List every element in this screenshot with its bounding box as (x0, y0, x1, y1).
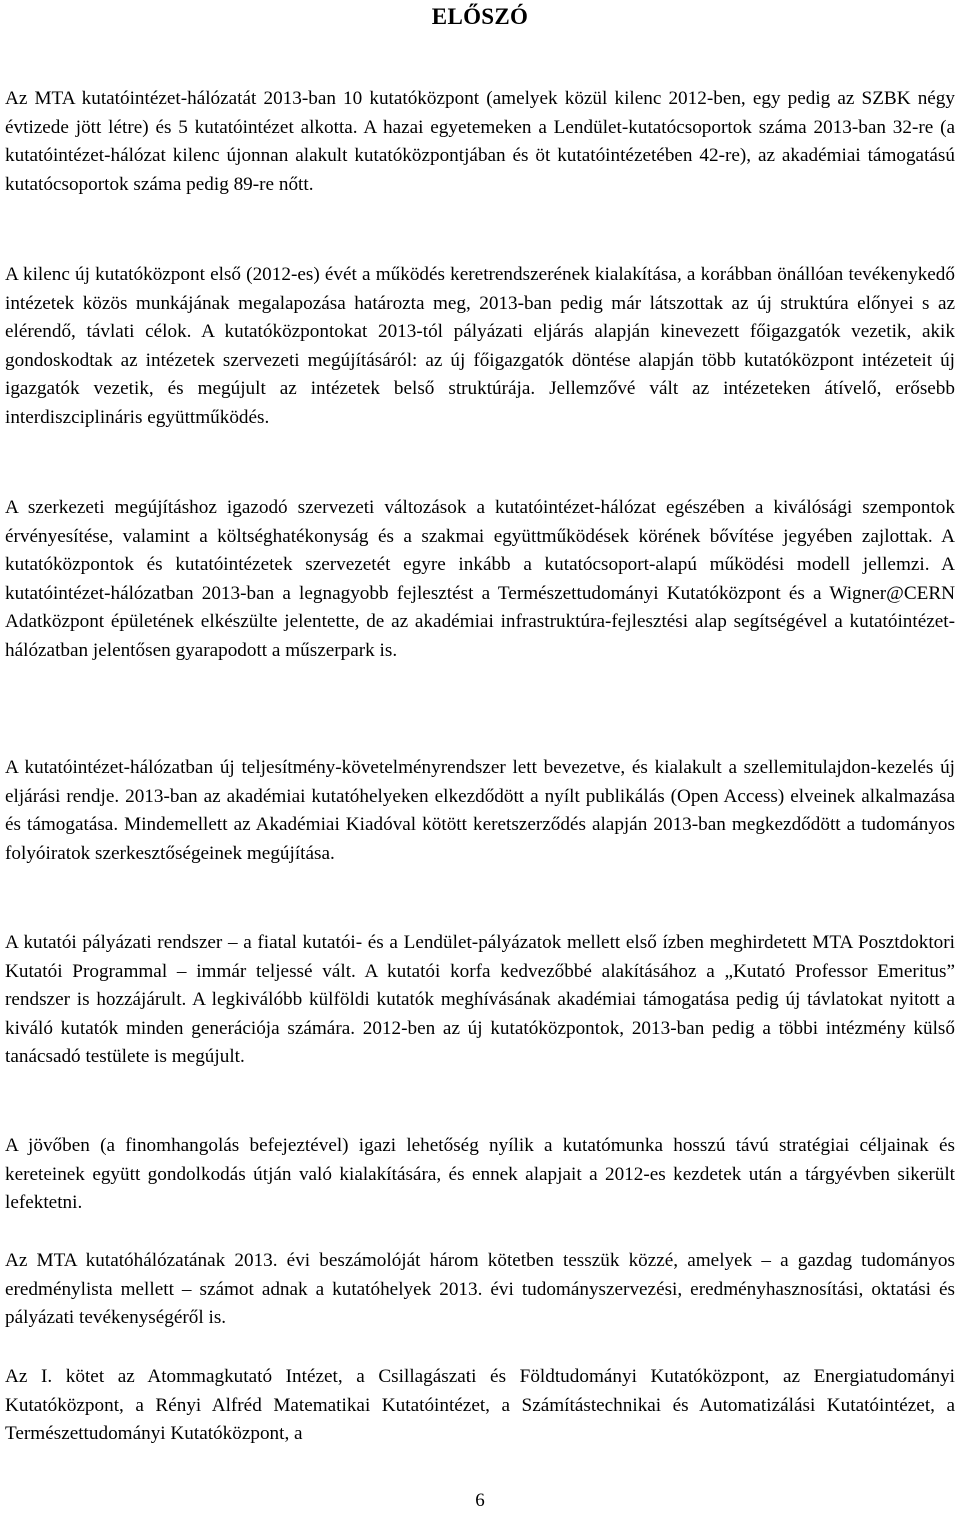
paragraph-1: Az MTA kutatóintézet-hálózatát 2013-ban 10 kutatóközpont (amelyek közül kilenc 2012-ben, egy pedig az SZBK négy évtizede jött létre) és 5 kutatóintézet alkotta. A hazai egyetemeken a Lendület-kutatócsoportok száma 2013-ban 32-re (a kutatóintézet-hálózat kilenc újonnan alakult kutatóközpontjában és öt kutatóintézetében 42-re), az akadémiai támogatású kutatócsoportok száma pedig 89-re nőtt. (5, 88, 955, 195)
paragraph-3: A szerkezeti megújításhoz igazodó szervezeti változások a kutatóintézet-hálózat egészében a kiválósági szempontok érvényesítése, valamint a költséghatékonyság és a szakmai együttműködések körének bővítése jegyében zajlottak. A kutatóközpontok és kutatóintézetek szervezetét egyre inkább a kutatócsoport-alapú működési modell jellemzi. A kutatóintézet-hálózatban 2013-ban a legnagyobb fejlesztést a Természettudományi Kutatóközpont és a Wigner@CERN Adatközpont épületének elkészülte jelentette, de az akadémiai infrastruktúra-fejlesztési alap segítségével a kutatóintézet-hálózatban jelentősen gyarapodott a műszerpark is. (5, 497, 955, 661)
paragraph-6: A jövőben (a finomhangolás befejeztével) igazi lehetőség nyílik a kutatómunka hosszú távú stratégiai céljainak és kereteinek együtt gondolkodás útján való kialakítására, és ennek alapjait a 2012-es kezdetek után a tárgyévben sikerült lefektetni. (5, 1135, 955, 1214)
paragraph-4: A kutatóintézet-hálózatban új teljesítmény-követelményrendszer lett bevezetve, és kialakult a szellemitulajdon-kezelés új eljárási rendje. 2013-ban az akadémiai kutatóhelyeken elkezdődött a nyílt publikálás (Open Access) elveinek alkalmazása és támogatása. Mindemellett az Akadémiai Kiadóval kötött keretszerződés alapján 2013-ban megkezdődött a tudományos folyóiratok szerkesztőségeinek megújítása. (5, 757, 955, 864)
paragraph-5: A kutatói pályázati rendszer – a fiatal kutatói- és a Lendület-pályázatok mellett első ízben meghirdetett MTA Posztdoktori Kutatói Programmal – immár teljessé vált. A kutatói korfa kedvezőbbé alakításához a „Kutató Professor Emeritus” rendszer is hozzájárult. A legkiválóbb külföldi kutatók meghívásának akadémiai támogatása pedig új távlatokat nyitott a kiváló kutatók minden generációja számára. 2012-ben az új kutatóközpontok, 2013-ban pedig a többi intézmény külső tanácsadó testülete is megújult. (5, 932, 955, 1068)
page-title: ELŐSZÓ (431, 4, 529, 29)
paragraph-2: A kilenc új kutatóközpont első (2012-es) évét a működés keretrendszerének kialakítása, a korábban önállóan tevékenykedő intézetek közös munkájának megalapozása határozta meg, 2013-ban pedig már látszottak az új struktúra előnyei s az elérendő, távlati célok. A kutatóközpontokat 2013-tól pályázati eljárás alapján kinevezett főigazgatók vezetik, akik gondoskodtak az intézetek szervezeti megújításáról: az új főigazgatók döntése alapján több kutatóközpont intézeteit új igazgatók vezetik, és megújult az intézetek belső struktúrája. Jellemzővé vált az intézeteken átívelő, erősebb interdiszciplináris együttműködés. (5, 264, 955, 428)
paragraph-7: Az MTA kutatóhálózatának 2013. évi beszámolóját három kötetben tesszük közzé, amelyek – a gazdag tudományos eredménylista mellett – számot adnak a kutatóhelyek 2013. évi tudományszervezési, eredményhasznosítási, oktatási és pályázati tevékenységéről is. (5, 1250, 955, 1329)
page-number: 6 (475, 1490, 485, 1511)
paragraph-8: Az I. kötet az Atommagkutató Intézet, a Csillagászati és Földtudományi Kutatóközpont, az Energiatudományi Kutatóközpont, a Rényi Alfréd Matematikai Kutatóintézet, a Számítástechnikai és Automatizálási Kutatóintézet, a Természettudományi Kutatóközpont, a (5, 1366, 955, 1445)
